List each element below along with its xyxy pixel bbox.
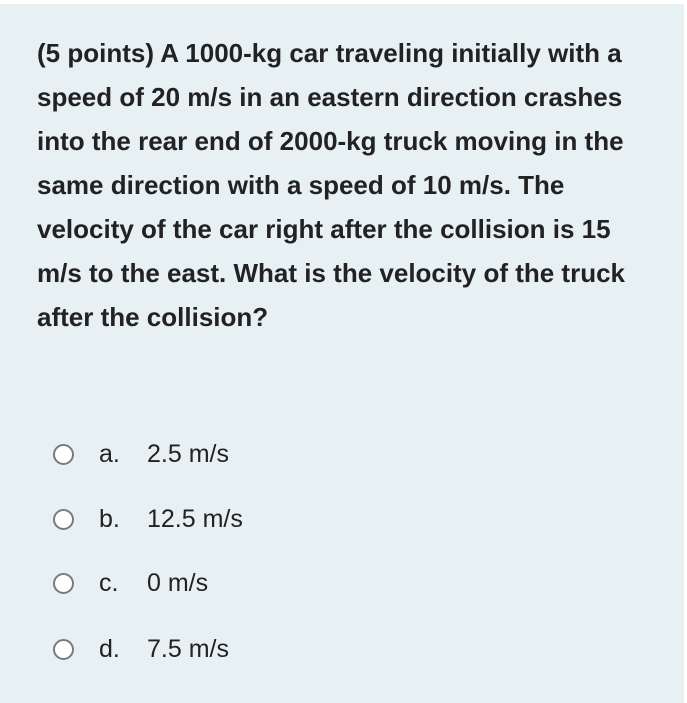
option-c[interactable] — [53, 563, 208, 603]
option-a[interactable] — [53, 434, 229, 474]
radio-button-icon[interactable] — [53, 509, 74, 530]
question-text: (5 points) A 1000-kg car traveling initially with a speed of 20 m/s in an eastern direction crashes into the rear end of 2000-kg truck moving in the same direction with a speed of 10 m/s. The velocity of the car right after the collision is 15 m/s to the east. What is the velocity of the truck after the collision? — [37, 38, 626, 332]
option-letter: c. — [99, 568, 119, 597]
option-letter: a. — [99, 439, 120, 468]
radio-button-icon[interactable] — [53, 444, 74, 465]
option-label: 0 m/s — [147, 568, 209, 597]
option-letter: b. — [99, 504, 120, 533]
radio-button-icon[interactable] — [53, 639, 74, 660]
option-label: 2.5 m/s — [147, 439, 229, 468]
option-b[interactable] — [53, 499, 243, 539]
radio-button-icon[interactable] — [53, 573, 74, 594]
question-panel — [0, 4, 684, 703]
option-d[interactable] — [53, 629, 229, 669]
option-label: 7.5 m/s — [147, 634, 229, 663]
option-letter: d. — [99, 634, 120, 663]
option-label: 12.5 m/s — [147, 504, 243, 533]
